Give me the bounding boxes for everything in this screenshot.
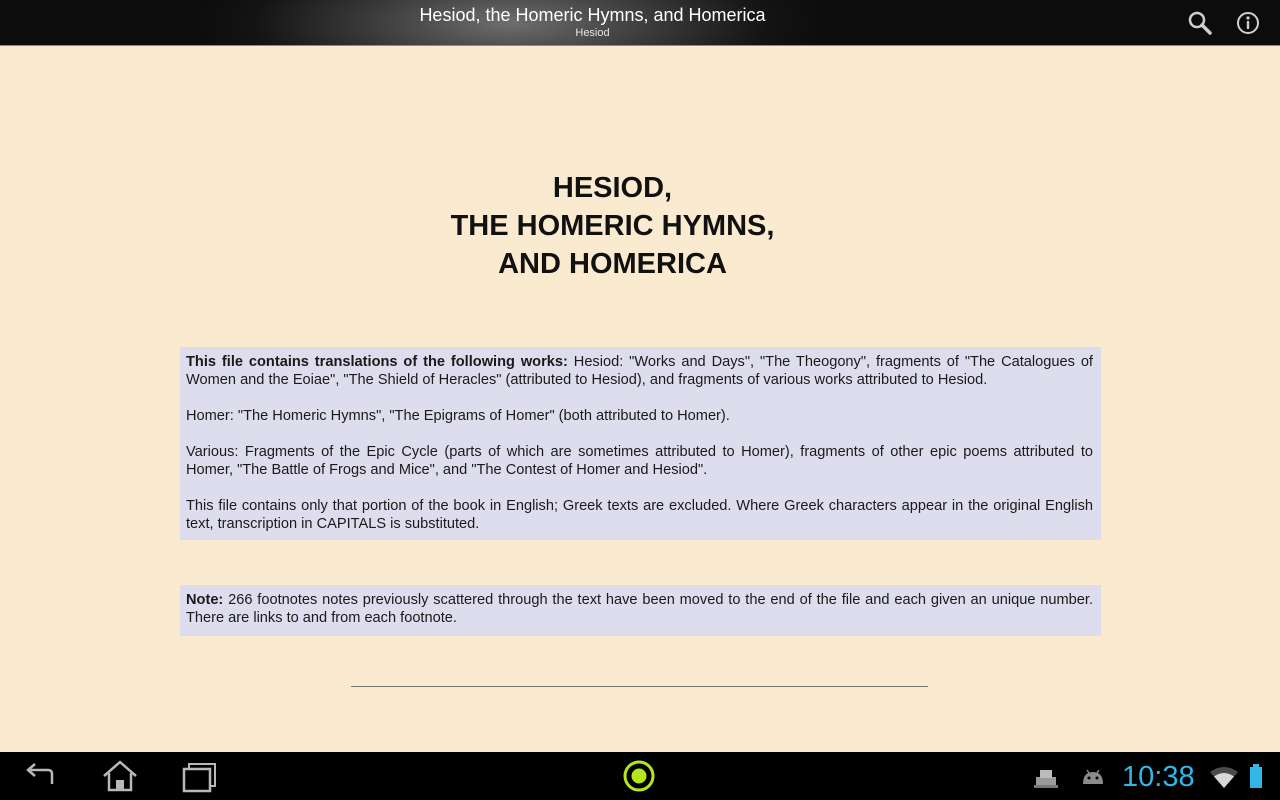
note-paragraph xyxy=(186,591,1093,627)
note-text: 266 footnotes notes previously scattered through the text have been moved to the end of the file and each given an unique number. There are links to and from each footnote. xyxy=(186,592,1093,626)
author-subtitle: Hesiod xyxy=(575,27,610,39)
horizontal-rule xyxy=(351,686,928,687)
back-icon[interactable] xyxy=(22,758,58,794)
android-debug-icon[interactable] xyxy=(1080,767,1106,792)
reader-content[interactable] xyxy=(0,46,1280,752)
wifi-icon[interactable] xyxy=(1210,766,1238,793)
recent-apps-icon[interactable] xyxy=(180,758,220,794)
footnote-notice xyxy=(180,585,1101,636)
launcher-icon[interactable] xyxy=(621,758,657,794)
action-bar xyxy=(0,0,1280,46)
search-icon[interactable] xyxy=(1186,9,1214,37)
info-icon[interactable] xyxy=(1234,9,1262,37)
battery-icon[interactable] xyxy=(1249,764,1263,793)
book-title: HESIOD, THE HOMERIC HYMNS, AND HOMERICA xyxy=(450,172,775,280)
home-icon[interactable] xyxy=(100,758,140,794)
action-bar-titles xyxy=(340,4,845,40)
intro-paragraph xyxy=(186,353,1093,389)
intro-bold: This file contains translations of the following works: xyxy=(186,354,568,370)
homer-paragraph: Homer: "The Homeric Hymns", "The Epigrams of Homer" (both attributed to Homer). xyxy=(186,408,730,424)
various-paragraph: Various: Fragments of the Epic Cycle (parts of which are sometimes attributed to Homer), fragments of other epic poems attributed to Homer, "The Battle of Frogs and Mice", and "The Contest of Homer and Hesiod". xyxy=(186,444,1093,478)
clock[interactable]: 10:38 xyxy=(1122,761,1195,793)
app-notification-icon[interactable] xyxy=(1034,766,1058,793)
intro-text: Hesiod: "Works and Days", "The Theogony", fragments of "The Catalogues of Women and the Eoiae", "The Shield of Heracles" (attributed to Hesiod), and fragments of various works attributed to Hesiod. xyxy=(186,354,1093,388)
system-bar xyxy=(0,752,1280,800)
note-bold: Note: xyxy=(186,592,224,608)
book-title-header: Hesiod, the Homeric Hymns, and Homerica xyxy=(419,5,766,25)
english-only-paragraph: This file contains only that portion of the book in English; Greek texts are excluded. Where Greek characters appear in the original English text, transcription in CAPITALS is substituted. xyxy=(186,498,1093,532)
contents-notice xyxy=(180,347,1101,540)
